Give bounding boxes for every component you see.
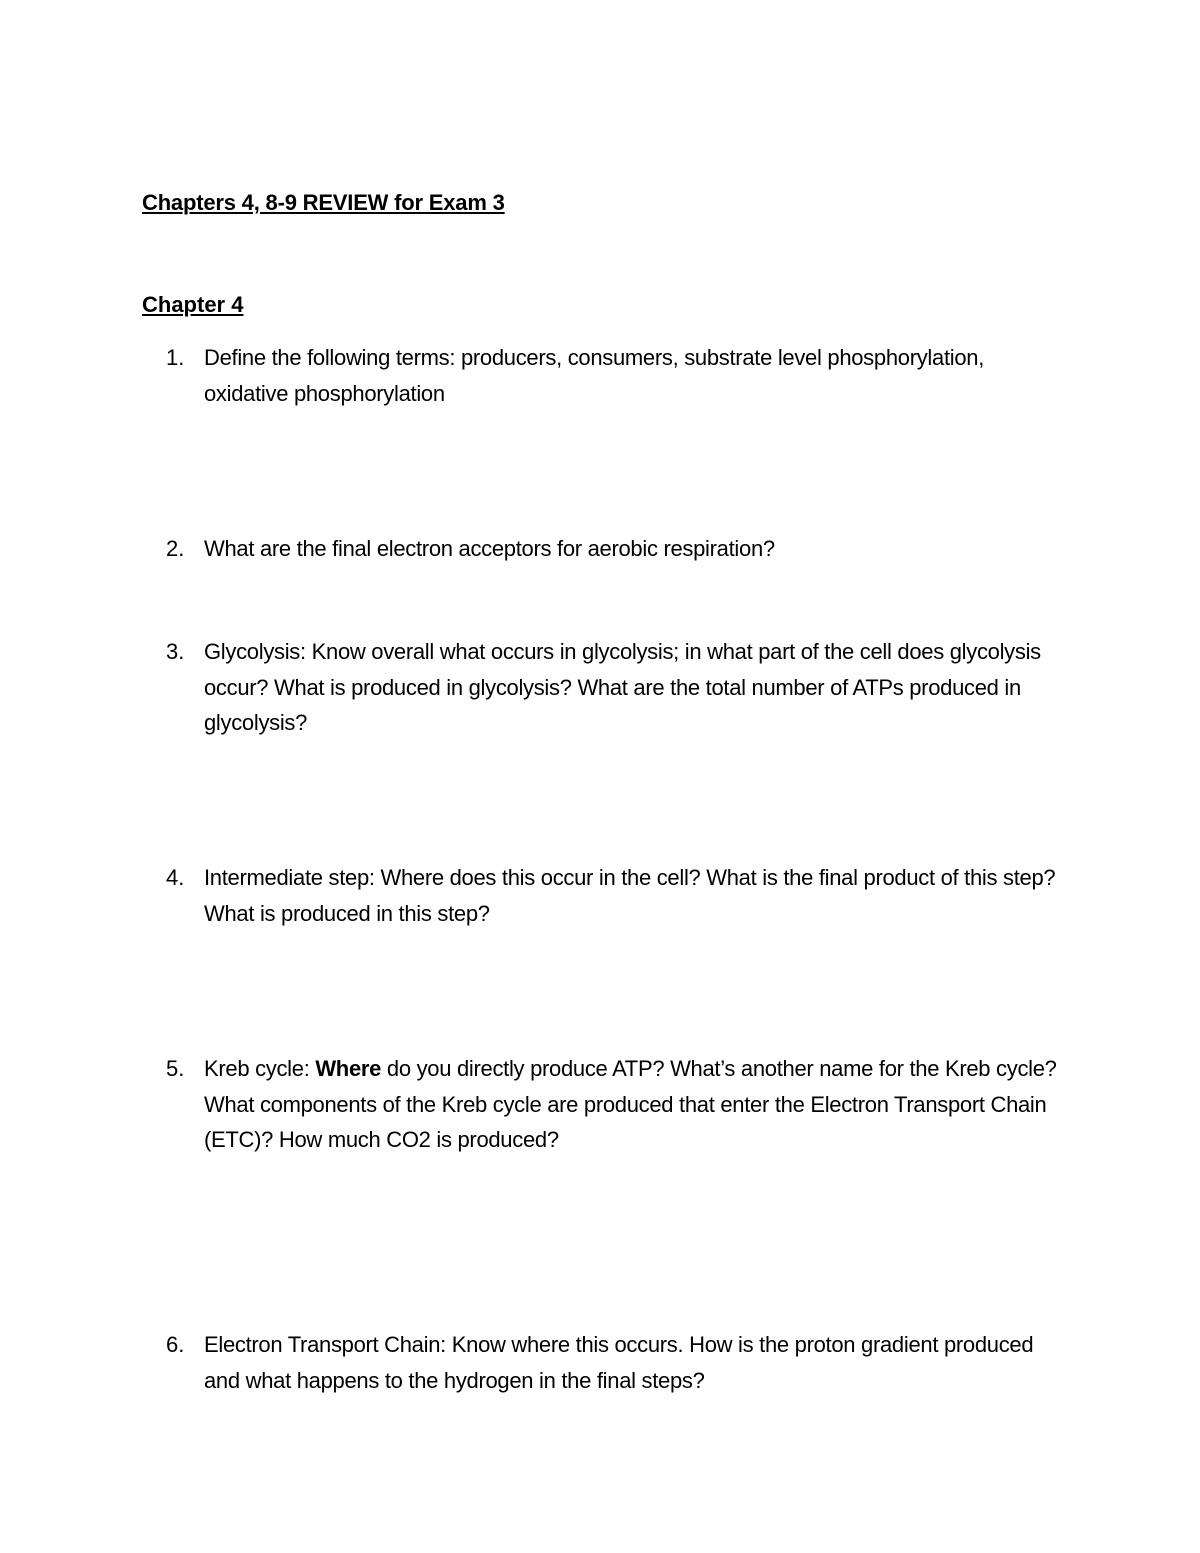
question-item [166,860,1066,932]
question-item [166,531,1066,567]
question-item [166,340,1066,412]
chapter-heading: Chapter 4 [142,292,244,317]
question-number: 1. [166,345,185,370]
question-text: What are the final electron acceptors for aerobic respiration? [204,536,775,561]
question-text: Electron Transport Chain: Know where this occurs. How is the proton gradient produced and what happens to the hydrogen in the final steps? [204,1332,1034,1393]
question-text: Glycolysis: Know overall what occurs in glycolysis; in what part of the cell does glycolysis occur? What is produced in glycolysis? What are the total number of ATPs produced in glycolysis? [204,639,1041,735]
question-number: 4. [166,865,185,890]
question-number: 2. [166,536,185,561]
document-title: Chapters 4, 8-9 REVIEW for Exam 3 [142,190,505,215]
question-text [204,1051,1066,1158]
question-number: 6. [166,1332,185,1357]
question-text-lead: Kreb cycle: [204,1056,316,1081]
question-item [166,1327,1066,1399]
question-number: 5. [166,1056,185,1081]
question-number: 3. [166,639,185,664]
question-text-emphasis: Where [315,1056,382,1081]
question-text: Define the following terms: producers, consumers, substrate level phosphorylation, oxidative phosphorylation [204,345,985,406]
question-item [166,1051,1066,1158]
question-item [166,634,1066,741]
question-text-rest: do you directly produce ATP? What’s another name for the Kreb cycle? What components of the Kreb cycle are produced that enter the Electron Transport Chain (ETC)? How much CO2 is produced? [204,1056,1057,1152]
question-text: Intermediate step: Where does this occur in the cell? What is the final product of this step? What is produced in this step? [204,865,1056,926]
